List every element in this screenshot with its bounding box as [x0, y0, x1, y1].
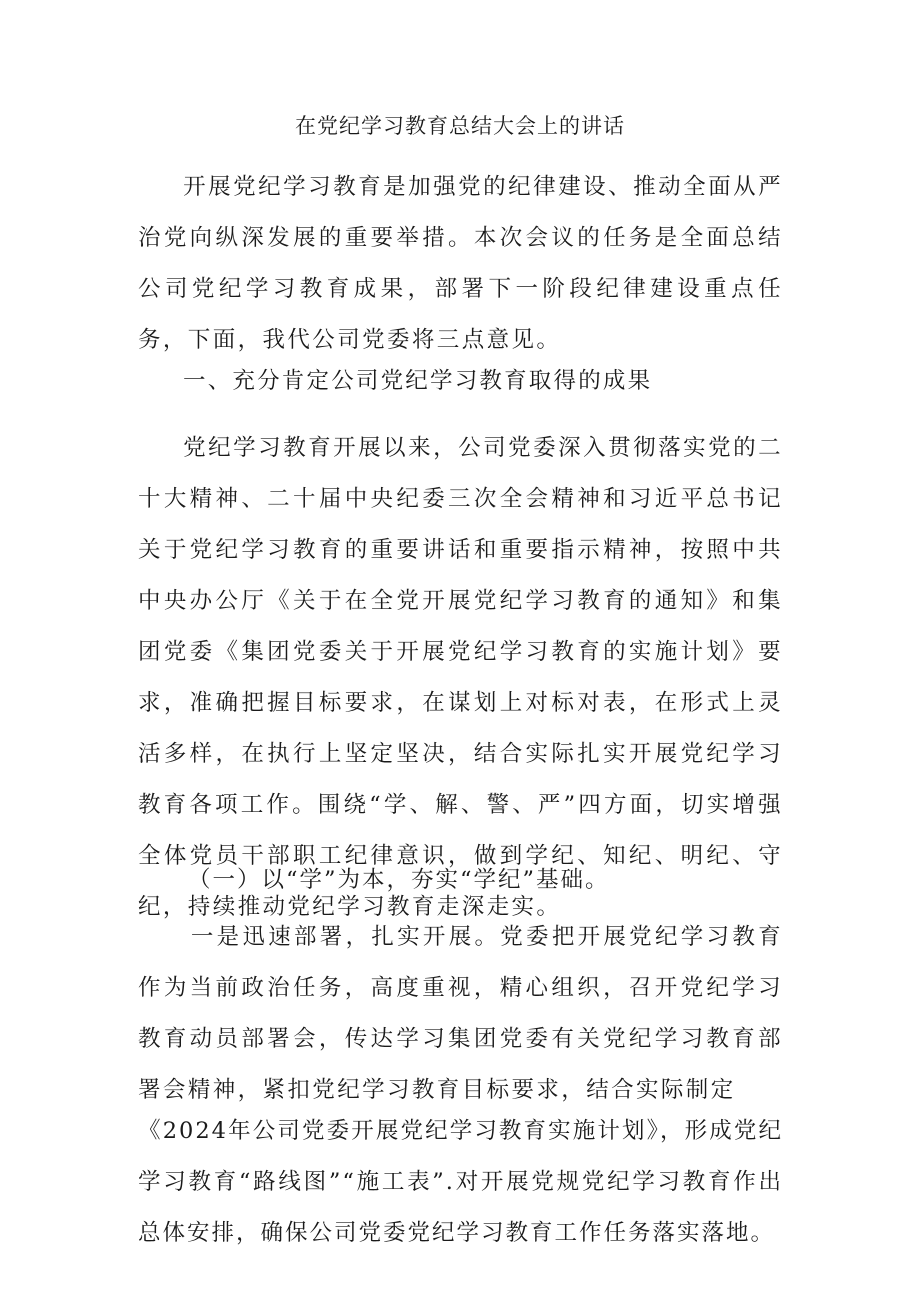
section-heading-1 — [138, 356, 783, 407]
intro-text: 开展党纪学习教育是加强党的纪律建设、推动全面从严治党向纵深发展的重要举措。本次会议的任务是全面总结公司党纪学习教育成果，部署下一阶段纪律建设重点任务，下面，我代公司党委将三点意见。 — [138, 174, 783, 353]
document-title: 在党纪学习教育总结大会上的讲话 — [295, 114, 625, 138]
body-paragraph-2-text: 一是迅速部署，扎实开展。党委把开展党纪学习教育作为当前政治任务，高度重视，精心组织，召开党纪学习教育动员部署会，传达学习集团党委有关党纪学习教育部署会精神，紧扣党纪学习教育目标要求，结合实际制定 — [138, 924, 783, 1103]
section-heading-1-text: 一、充分肯定公司党纪学习教育取得的成果 — [183, 368, 653, 394]
body-paragraph-2 — [138, 912, 783, 1116]
subsection-heading-1 — [138, 855, 783, 906]
body-paragraph-1-text: 党纪学习教育开展以来，公司党委深入贯彻落实党的二十大精神、二十届中央纪委三次全会精神和习近平总书记关于党纪学习教育的重要讲话和重要指示精神，按照中共中央办公厅《关于在全党开展党纪学习教育的通知》和集团党委《集团党委关于开展党纪学习教育的实施计划》要求，准确把握目标要求，在谋划上对标对表，在形式上灵活多样，在执行上坚定坚决，结合实际扎实开展党纪学习教育各项工作。围绕“学、解、警、严”四方面，切实增强全体党员干部职工纪律意识，做到学纪、知纪、明纪、守纪，持续推动党纪学习教育走深走实。 — [138, 435, 783, 920]
body-paragraph-3 — [138, 1106, 783, 1259]
intro-paragraph — [138, 162, 783, 366]
subsection-heading-1-text: （一）以“学”为本，夯实“学纪”基础。 — [188, 867, 610, 893]
body-paragraph-3-text: 《2024年公司党委开展党纪学习教育实施计划》，形成党纪学习教育“路线图”“施工表”.对开展党规党纪学习教育作出总体安排，确保公司党委党纪学习教育工作任务落实落地。 — [138, 1118, 783, 1246]
